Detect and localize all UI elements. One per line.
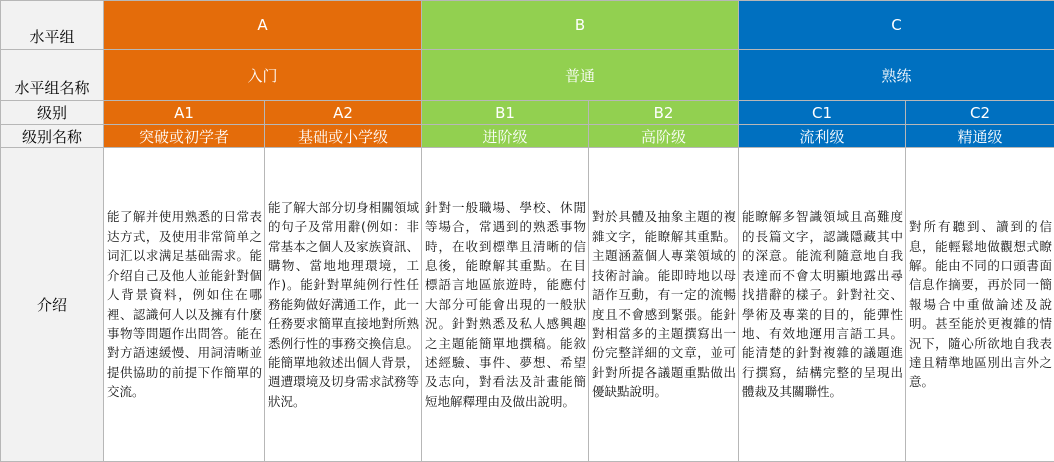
row-label-group: 水平组 — [1, 1, 104, 50]
row-label-group-name: 水平组名称 — [1, 50, 104, 101]
group-row — [1, 1, 1054, 50]
level-b2-code: B2 — [589, 101, 739, 125]
group-b-code: B — [422, 1, 739, 50]
group-c-name: 熟练 — [739, 50, 1054, 101]
level-c1-desc: 能瞭解多智識領域且高難度的長篇文字，認識隱藏其中的深意。能流利隨意地自我表達而不會太明顯地露出尋找措辭的樣子。針對社交、學術及專業的目的，能彈性地、有效地運用言語工具。能清楚的針對複雜的議題進行撰寫，結構完整的呈現出體裁及其關聯性。 — [739, 148, 906, 462]
level-c1-code: C1 — [739, 101, 906, 125]
level-a1-name: 突破或初学者 — [104, 125, 265, 148]
level-b2-desc: 對於具體及抽象主題的複雜文字，能瞭解其重點。主題涵蓋個人專業領域的技術討論。能即時地以母語作互動，有一定的流暢度且不會感到緊張。能針對相當多的主題撰寫出一份完整詳細的文章，並可針對所提各議題重點做出優缺點說明。 — [589, 148, 739, 462]
level-a2-name: 基础或小学级 — [265, 125, 422, 148]
intro-row — [1, 148, 1054, 462]
row-label-level: 级别 — [1, 101, 104, 125]
group-c-code: C — [739, 1, 1054, 50]
level-b1-name: 进阶级 — [422, 125, 589, 148]
group-b-name: 普通 — [422, 50, 739, 101]
level-c2-desc: 對所有聽到、讀到的信息，能輕鬆地做觀想式瞭解。能由不同的口頭書面信息作摘要，再於同一簡報場合中重做論述及說明。甚至能於更複雜的情況下，隨心所欲地自我表達且精準地區別出言外之意。 — [906, 148, 1054, 462]
level-c1-name: 流利级 — [739, 125, 906, 148]
level-c2-code: C2 — [906, 101, 1054, 125]
group-name-row — [1, 50, 1054, 101]
row-label-intro: 介绍 — [1, 148, 104, 462]
level-name-row — [1, 125, 1054, 148]
level-b1-desc: 針對一般職場、學校、休閒等場合，常遇到的熟悉事物時，在收到標準且清晰的信息後，能瞭解其重點。在目標語言地區旅遊時，能應付大部分可能會出現的一般狀況。針對熟悉及私人感興趣之主題能簡單地撰稿。能敘述經驗、事件、夢想、希望及志向，對看法及計畫能簡短地解釋理由及做出說明。 — [422, 148, 589, 462]
level-a1-code: A1 — [104, 101, 265, 125]
level-c2-name: 精通级 — [906, 125, 1054, 148]
level-b1-code: B1 — [422, 101, 589, 125]
group-a-code: A — [104, 1, 422, 50]
level-row — [1, 101, 1054, 125]
level-b2-name: 高阶级 — [589, 125, 739, 148]
level-a2-desc: 能了解大部分切身相關領域的句子及常用辭(例如：非常基本之個人及家族資訊、購物、當地地理環境，工作)。能針對單純例行性任務能夠做好溝通工作，此一任務要求簡單直接地對所熟悉例行性的事務交換信息。能簡單地敘述出個人背景，週遭環境及切身需求試務等狀況。 — [265, 148, 422, 462]
row-label-level-name: 级别名称 — [1, 125, 104, 148]
group-a-name: 入门 — [104, 50, 422, 101]
level-a1-desc: 能了解并使用熟悉的日常表达方式，及使用非常简单之词汇以求满足基础需求。能介绍自己及他人並能針對個人背景資料，例如住在哪裡、認識何人以及擁有什麼事物等問題作出問答。能在對方語速緩慢、用詞清晰並提供協助的前提下作簡單的交流。 — [104, 148, 265, 462]
level-a2-code: A2 — [265, 101, 422, 125]
